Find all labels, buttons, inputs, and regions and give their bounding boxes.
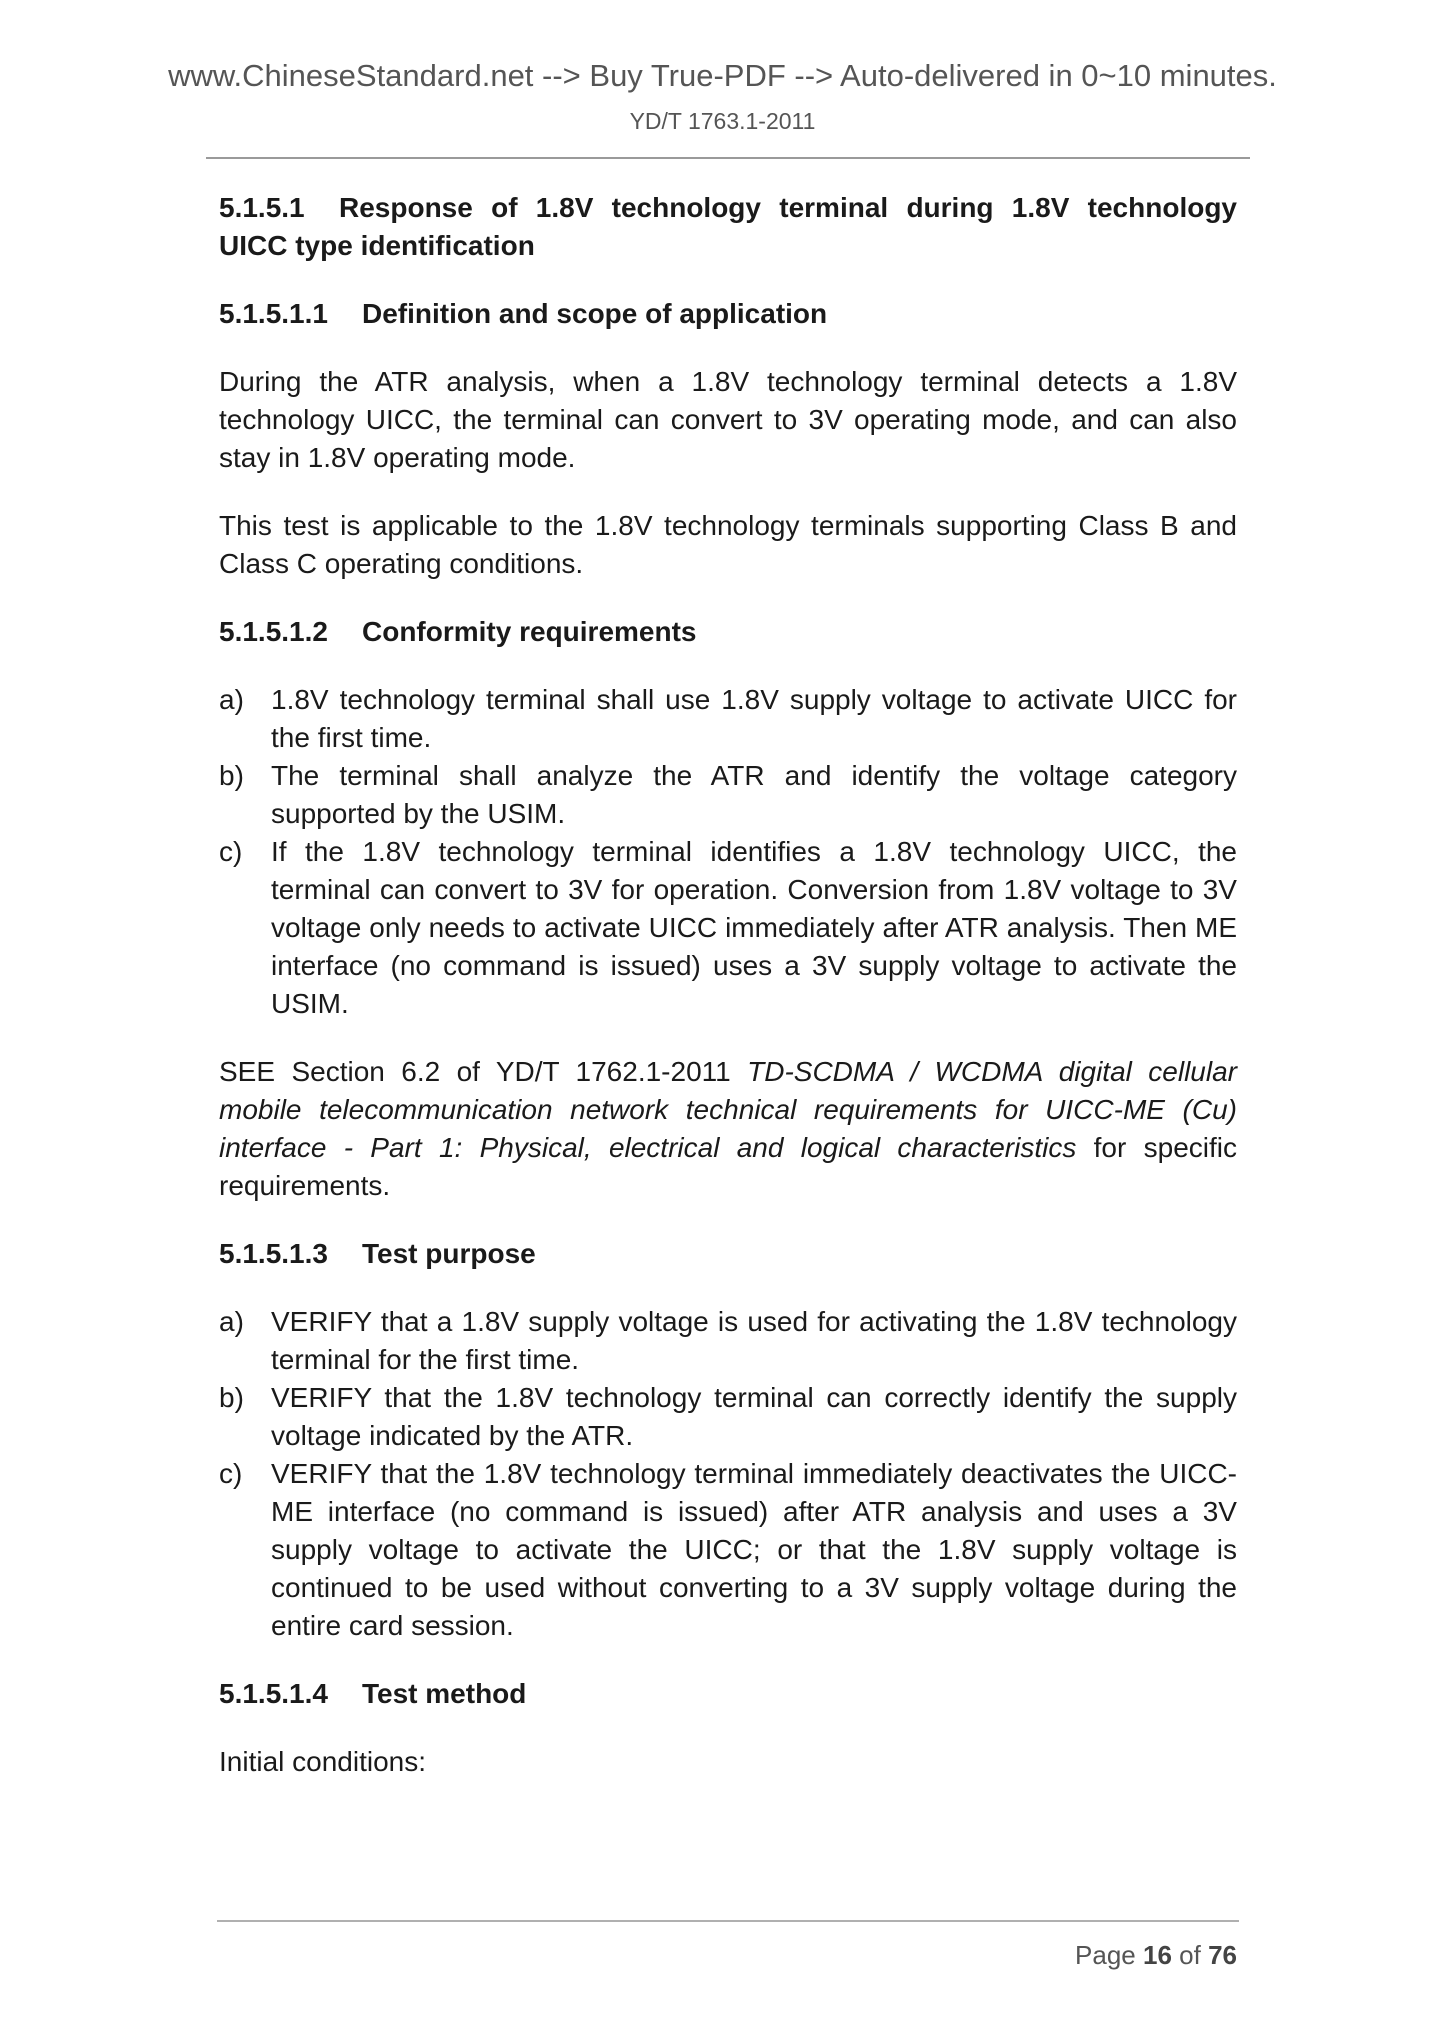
- page-body: [219, 189, 1237, 1811]
- section-number: 5.1.5.1.4: [219, 1678, 328, 1709]
- purpose-list: [219, 1303, 1237, 1645]
- section-heading: [219, 189, 1237, 265]
- list-text: VERIFY that the 1.8V technology terminal immediately deactivates the UICC-ME interface (no command is issued) after ATR analysis and uses a 3V supply voltage to activate the UICC; or that the 1.8V supply voltage is continued to be used without converting to a 3V supply voltage during the entire card session.: [271, 1458, 1237, 1641]
- header-divider: [206, 157, 1250, 159]
- section-title: Response of 1.8V technology terminal during 1.8V technology UICC type identification: [219, 192, 1237, 261]
- list-label: b): [219, 1382, 244, 1413]
- footer-divider: [217, 1920, 1239, 1922]
- section-title: Definition and scope of application: [362, 298, 828, 329]
- list-label: a): [219, 684, 244, 715]
- paragraph: During the ATR analysis, when a 1.8V technology terminal detects a 1.8V technology UICC, the terminal can convert to 3V operating mode, and can also stay in 1.8V operating mode.: [219, 366, 1237, 473]
- total-pages: 76: [1208, 1940, 1237, 1970]
- list-text: VERIFY that the 1.8V technology terminal can correctly identify the supply voltage indicated by the ATR.: [271, 1382, 1237, 1451]
- section-number: 5.1.5.1.2: [219, 616, 328, 647]
- section-number: 5.1.5.1.3: [219, 1238, 328, 1269]
- page-number: [1075, 1940, 1237, 1971]
- reference-text: SEE Section 6.2 of YD/T 1762.1-2011: [219, 1056, 748, 1087]
- paragraph: Initial conditions:: [219, 1746, 427, 1777]
- list-item: [219, 1455, 1237, 1645]
- section-heading: [219, 613, 1237, 651]
- reference-text: for specific requirements.: [219, 1132, 1237, 1201]
- page-label: Page: [1075, 1940, 1136, 1970]
- reference-title: TD-SCDMA / WCDMA digital cellular mobile telecommunication network technical requirements for UICC-ME (Cu) interface - Part 1: Physical, electrical and logical characteristics: [219, 1056, 1237, 1163]
- list-text: If the 1.8V technology terminal identifies a 1.8V technology UICC, the terminal can convert to 3V for operation. Conversion from 1.8V voltage to 3V voltage only needs to activate UICC immediately after ATR analysis. Then ME interface (no command is issued) uses a 3V supply voltage to activate the USIM.: [271, 836, 1237, 1019]
- of-label: of: [1179, 1940, 1201, 1970]
- section-heading: [219, 295, 1237, 333]
- list-item: [219, 681, 1237, 757]
- list-label: c): [219, 1458, 243, 1489]
- list-text: VERIFY that a 1.8V supply voltage is used for activating the 1.8V technology terminal for the first time.: [271, 1306, 1237, 1375]
- section-heading: [219, 1675, 1237, 1713]
- list-item: [219, 1303, 1237, 1379]
- list-item: [219, 757, 1237, 833]
- section-number: 5.1.5.1.1: [219, 298, 328, 329]
- list-item: [219, 833, 1237, 1023]
- section-number: 5.1.5.1: [219, 192, 305, 223]
- list-label: a): [219, 1306, 244, 1337]
- list-text: The terminal shall analyze the ATR and identify the voltage category supported by the USIM.: [271, 760, 1237, 829]
- section-title: Conformity requirements: [362, 616, 697, 647]
- section-heading: [219, 1235, 1237, 1273]
- list-item: [219, 1379, 1237, 1455]
- site-banner: www.ChineseStandard.net --> Buy True-PDF --> Auto-delivered in 0~10 minutes.: [168, 58, 1277, 93]
- current-page: 16: [1143, 1940, 1172, 1970]
- list-text: 1.8V technology terminal shall use 1.8V supply voltage to activate UICC for the first time.: [271, 684, 1237, 753]
- reference-paragraph: [219, 1053, 1237, 1205]
- list-label: b): [219, 760, 244, 791]
- requirements-list: [219, 681, 1237, 1023]
- list-label: c): [219, 836, 243, 867]
- section-title: Test method: [362, 1678, 527, 1709]
- section-title: Test purpose: [362, 1238, 536, 1269]
- document-id: YD/T 1763.1-2011: [629, 108, 816, 134]
- paragraph: This test is applicable to the 1.8V technology terminals supporting Class B and Class C operating conditions.: [219, 510, 1237, 579]
